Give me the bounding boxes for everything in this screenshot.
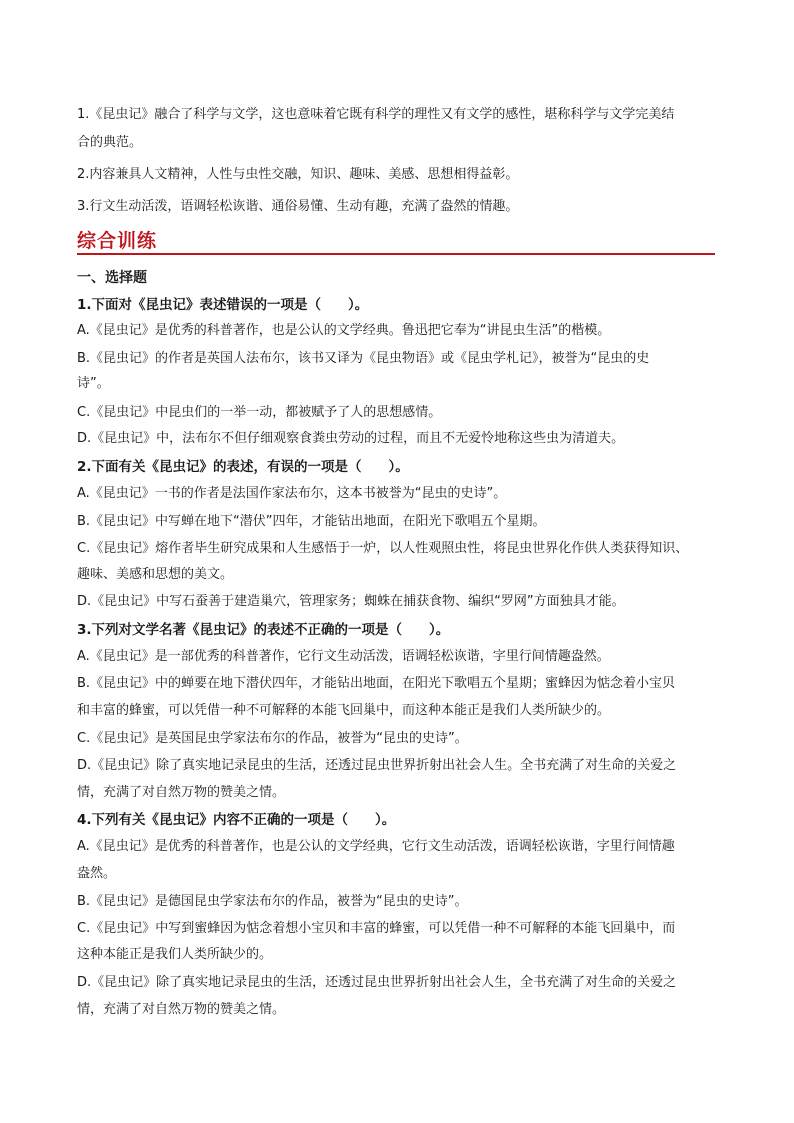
question-2-option-d: D.《昆虫记》中写石蚕善于建造巢穴，管理家务；蜘蛛在捕获食物、编织“罗网”方面独具才能。 (77, 594, 625, 609)
question-2-option-a: A.《昆虫记》一书的作者是法国作家法布尔，这本书被誉为“昆虫的史诗”。 (77, 486, 507, 501)
question-2-option-c: C.《昆虫记》熔作者毕生研究成果和人生感悟于一炉，以人性观照虫性，将昆虫世界化作供人类获得知识、 (77, 541, 689, 556)
intro-line-3: 3.行文生动活泼，语调轻松诙谐、通俗易懂、生动有趣，充满了盎然的情趣。 (77, 199, 519, 214)
intro-line-1: 1.《昆虫记》融合了科学与文学，这也意味着它既有科学的理性又有文学的感性，堪称科学与文学完美结 (77, 107, 675, 122)
question-1-option-d: D.《昆虫记》中，法布尔不但仔细观察食粪虫劳动的过程，而且不无爱怜地称这些虫为清道夫。 (77, 431, 625, 446)
sub-heading: 一、选择题 (77, 270, 147, 286)
question-3-option-c: C.《昆虫记》是英国昆虫学家法布尔的作品，被誉为“昆虫的史诗”。 (77, 731, 468, 746)
question-1-stem: 1.下面对《昆虫记》表述错误的一项是（ ）。 (77, 297, 369, 313)
question-1-option-a: A.《昆虫记》是优秀的科普著作，也是公认的文学经典。鲁迅把它奉为“讲昆虫生活”的楷模。 (77, 323, 611, 338)
question-4-option-d-cont: 情，充满了对自然万物的赞美之情。 (77, 1002, 286, 1017)
question-4-option-b: B.《昆虫记》是德国昆虫学家法布尔的作品，被誉为“昆虫的史诗”。 (77, 894, 468, 909)
question-3-option-d: D.《昆虫记》除了真实地记录昆虫的生活，还透过昆虫世界折射出社会人生。全书充满了对生命的关爱之 (77, 758, 677, 773)
question-3-option-b-cont: 和丰富的蜂蜜，可以凭借一种不可解释的本能飞回巢中，而这种本能正是我们人类所缺少的。 (77, 703, 611, 718)
question-4-option-a-cont: 盎然。 (77, 866, 117, 881)
question-3-stem: 3.下列对文学名著《昆虫记》的表述不正确的一项是（ ）。 (77, 622, 450, 638)
question-2-stem: 2.下面有关《昆虫记》的表述，有误的一项是（ ）。 (77, 459, 409, 475)
section-title: 综合训练 (77, 230, 158, 252)
question-4-option-c-cont: 这种本能正是我们人类所缺少的。 (77, 947, 273, 962)
question-2-option-c-cont: 趣味、美感和思想的美文。 (77, 567, 234, 582)
question-3-option-a: A.《昆虫记》是一部优秀的科普著作，它行文生动活泼，语调轻松诙谐，字里行间情趣盎然。 (77, 649, 610, 664)
intro-line-1-cont: 合的典范。 (77, 135, 143, 150)
question-1-option-b-cont: 诗”。 (77, 376, 110, 391)
question-3-option-b: B.《昆虫记》中的蝉要在地下潜伏四年，才能钻出地面，在阳光下歌唱五个星期；蜜蜂因为惦念着小宝贝 (77, 676, 676, 691)
question-4-option-c: C.《昆虫记》中写到蜜蜂因为惦念着想小宝贝和丰富的蜂蜜，可以凭借一种不可解释的本能飞回巢中，而 (77, 921, 676, 936)
question-4-option-d: D.《昆虫记》除了真实地记录昆虫的生活，还透过昆虫世界折射出社会人生，全书充满了对生命的关爱之 (77, 975, 677, 990)
intro-line-2: 2.内容兼具人文精神，人性与虫性交融，知识、趣味、美感、思想相得益彰。 (77, 167, 519, 182)
question-3-option-d-cont: 情，充满了对自然万物的赞美之情。 (77, 785, 286, 800)
section-divider (77, 253, 715, 255)
question-4-option-a: A.《昆虫记》是优秀的科普著作，也是公认的文学经典，它行文生动活泼，语调轻松诙谐，字里行间情趣 (77, 839, 675, 854)
question-1-option-b: B.《昆虫记》的作者是英国人法布尔，该书又译为《昆虫物语》或《昆虫学札记》，被誉为“昆虫的史 (77, 351, 650, 366)
question-2-option-b: B.《昆虫记》中写蝉在地下“潜伏”四年，才能钻出地面，在阳光下歌唱五个星期。 (77, 514, 546, 529)
question-4-stem: 4.下列有关《昆虫记》内容不正确的一项是（ ）。 (77, 812, 396, 828)
question-1-option-c: C.《昆虫记》中昆虫们的一举一动，都被赋予了人的思想感情。 (77, 405, 442, 420)
